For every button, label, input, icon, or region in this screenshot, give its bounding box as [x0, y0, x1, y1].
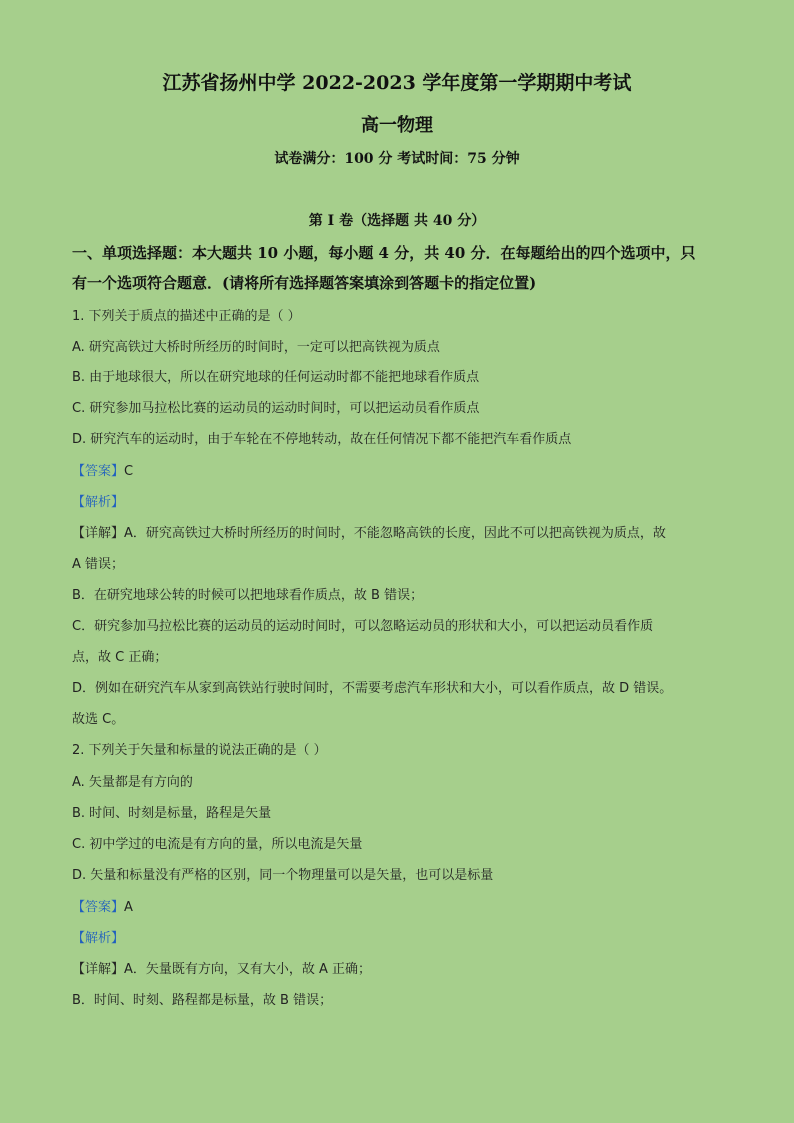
q2-option-a: A. 矢量都是有方向的: [72, 775, 193, 790]
q2-stem: 2. 下列关于矢量和标量的说法正确的是（ ）: [72, 743, 327, 758]
q2-detail-line: B．时间、时刻、路程都是标量，故 B 错误；: [72, 993, 333, 1008]
section-instructions-line-1: 一、单项选择题：本大题共 10 小题，每小题 4 分，共 40 分．在每题给出的四个选项中，只: [72, 244, 696, 262]
q2-answer: [72, 899, 133, 917]
q1-option-b: B. 由于地球很大，所以在研究地球的任何运动时都不能把地球看作质点: [72, 370, 480, 385]
q1-detail-line: 故选 C。: [72, 712, 125, 727]
q1-answer: [72, 463, 133, 481]
answer-tag: 【答案】: [72, 900, 125, 915]
exam-title: 江苏省扬州中学 2022-2023 学年度第一学期期中考试: [162, 72, 632, 94]
q2-analysis-tag: 【解析】: [72, 931, 125, 946]
q2-answer-value: A: [124, 900, 133, 915]
q1-detail-line: C．研究参加马拉松比赛的运动员的运动时间时，可以忽略运动员的形状和大小，可以把运动员看作质: [72, 619, 654, 634]
q1-detail-line: D．例如在研究汽车从家到高铁站行驶时间时，不需要考虑汽车形状和大小，可以看作质点，故 D 错误。: [72, 681, 673, 696]
q1-option-d: D. 研究汽车的运动时，由于车轮在不停地转动，故在任何情况下都不能把汽车看作质点: [72, 432, 572, 447]
q1-detail-line: B．在研究地球公转的时候可以把地球看作质点，故 B 错误；: [72, 588, 424, 603]
answer-tag: 【答案】: [72, 464, 125, 479]
q1-option-c: C. 研究参加马拉松比赛的运动员的运动时间时，可以把运动员看作质点: [72, 401, 480, 416]
q2-option-d: D. 矢量和标量没有严格的区别，同一个物理量可以是矢量，也可以是标量: [72, 868, 494, 883]
q2-detail-line: 【详解】A．矢量既有方向，又有大小，故 A 正确；: [72, 962, 372, 977]
q1-answer-value: C: [124, 464, 134, 479]
q2-option-c: C. 初中学过的电流是有方向的量，所以电流是矢量: [72, 837, 363, 852]
q1-analysis-tag: 【解析】: [72, 495, 125, 510]
q2-option-b: B. 时间、时刻是标量，路程是矢量: [72, 806, 272, 821]
q1-stem: 1. 下列关于质点的描述中正确的是（ ）: [72, 309, 301, 324]
volume-heading: 第 I 卷（选择题 共 40 分）: [308, 213, 486, 229]
q1-detail-line: A 错误；: [72, 557, 125, 572]
section-instructions-line-2: 有一个选项符合题意．(请将所有选择题答案填涂到答题卡的指定位置): [72, 274, 537, 292]
q1-detail-line: 【详解】A．研究高铁过大桥时所经历的时间时，不能忽略高铁的长度，因此不可以把高铁视为质点，故: [72, 526, 666, 541]
q1-detail-line: 点，故 C 正确；: [72, 650, 168, 665]
q1-option-a: A. 研究高铁过大桥时所经历的时间时，一定可以把高铁视为质点: [72, 340, 440, 355]
exam-meta: 试卷满分：100 分 考试时间：75 分钟: [274, 151, 520, 167]
exam-subject: 高一物理: [361, 115, 433, 136]
